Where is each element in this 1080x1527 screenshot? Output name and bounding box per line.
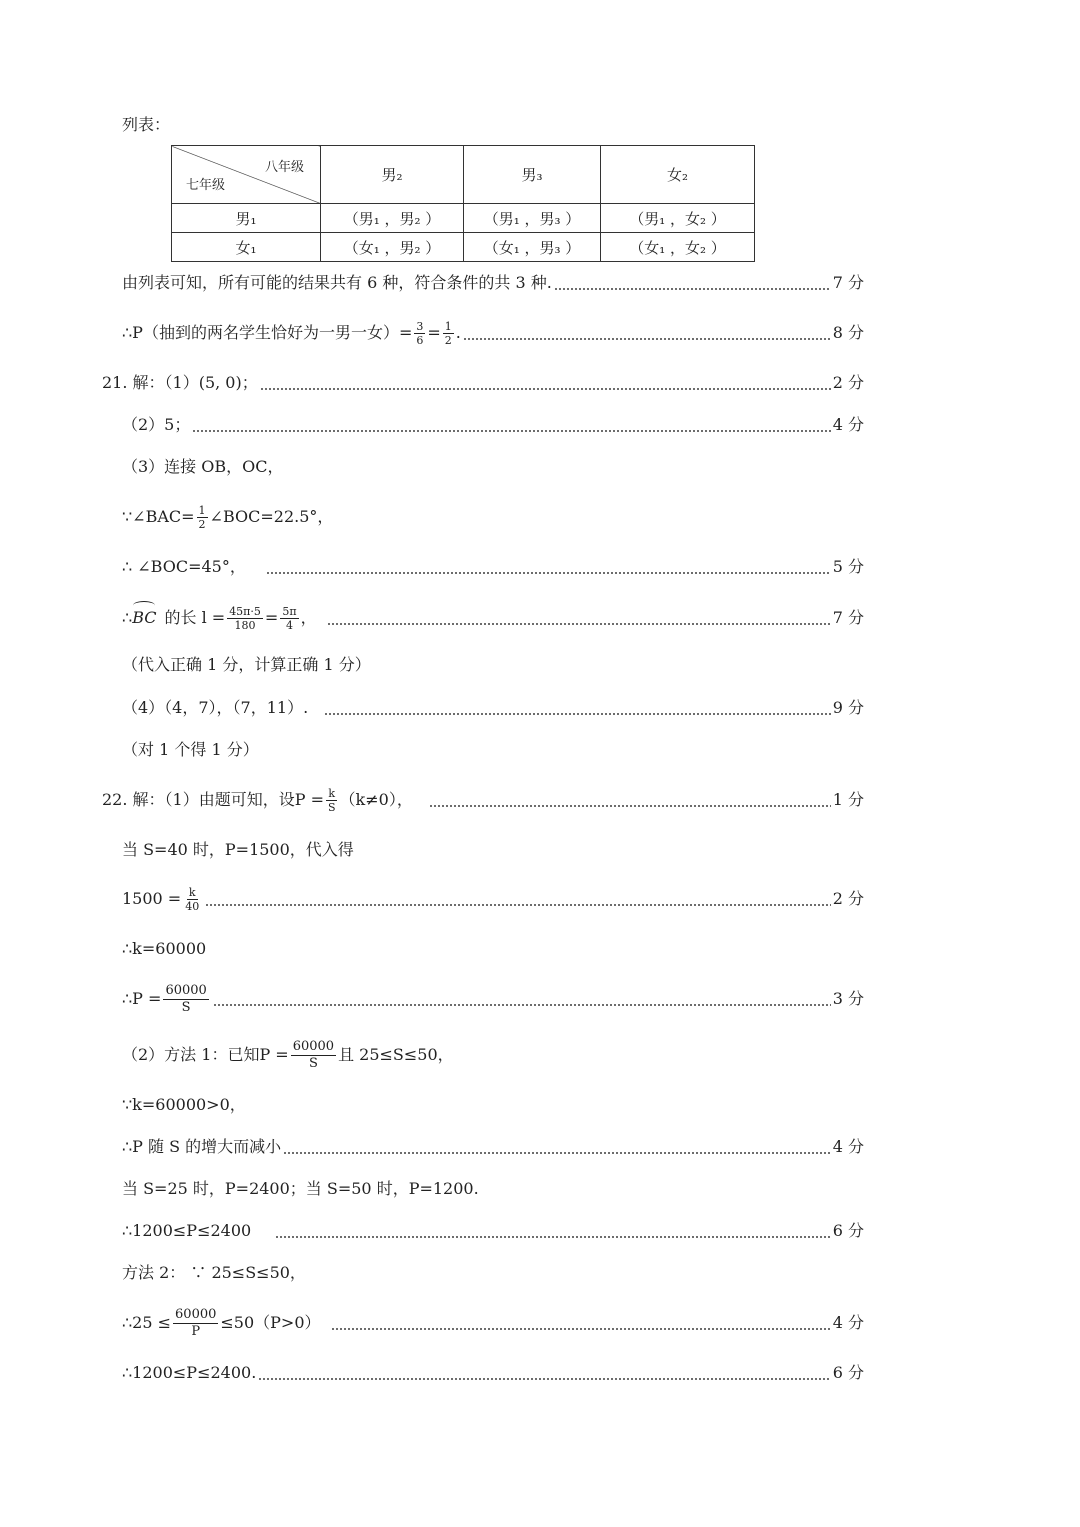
- score: 4 分: [832, 1313, 864, 1332]
- score: 4 分: [832, 415, 864, 434]
- fraction: $\frac{3}{6}$: [416, 319, 424, 347]
- answer-line: ∴ ∠BOC=45°， 5 分: [122, 552, 864, 582]
- answer-line: （代入正确 1 分，计算正确 1 分）: [122, 655, 371, 674]
- answer-line: ∵∠BAC= $\frac{1}{2}$ ∠BOC=22.5°，: [122, 503, 334, 531]
- leader-dots: [429, 785, 831, 815]
- row-header: 男₁: [172, 204, 321, 233]
- leader-dots: [266, 552, 831, 582]
- answer-line: 21. 解：（1）(5, 0)； 2 分: [102, 368, 864, 398]
- table-cell: （男₁ ，女₂ ）: [601, 204, 755, 233]
- answer-line: ∴1200≤P≤2400. 6 分: [122, 1358, 864, 1388]
- table-cell: （女₁ ，男₃ ）: [464, 233, 601, 262]
- table-label: 列表：: [122, 115, 171, 134]
- score: 2 分: [832, 889, 864, 908]
- fraction: $\frac{45\pi\cdot 5}{180}$: [229, 604, 261, 632]
- leader-dots: [327, 603, 831, 633]
- leader-dots: [324, 693, 831, 723]
- fraction: $\frac{k}{S}$: [327, 786, 336, 814]
- fraction: $\frac{1}{2}$: [198, 503, 206, 531]
- score: 8 分: [832, 323, 864, 342]
- leader-dots: [192, 410, 830, 440]
- score: 3 分: [832, 989, 864, 1008]
- table-cell: （男₁ ，男₂ ）: [321, 204, 464, 233]
- column-header: 女₂: [601, 146, 755, 204]
- score: 1 分: [832, 790, 864, 809]
- leader-dots: [554, 268, 831, 298]
- leader-dots: [213, 984, 831, 1014]
- fraction: $\frac{60000}{S}$: [165, 982, 207, 1015]
- answer-line: ∴P 随 S 的增大而减小 4 分: [122, 1132, 864, 1162]
- leader-dots: [205, 884, 831, 914]
- score: 6 分: [832, 1363, 864, 1382]
- answer-line: （4）（4，7），（7，11）. 9 分: [122, 693, 864, 723]
- answer-line: 22. 解：（1）由题可知，设P = $\frac{k}{S}$ （k≠0）， 1 分: [102, 786, 864, 814]
- score: 2 分: [832, 373, 864, 392]
- table-cell: （女₁ ，女₂ ）: [601, 233, 755, 262]
- arc-symbol: BC: [132, 603, 156, 633]
- answer-line: ∴k=60000: [122, 939, 207, 958]
- leader-dots: [258, 1358, 830, 1388]
- table-cell: （女₁ ，男₂ ）: [321, 233, 464, 262]
- answer-line: （2）5； 4 分: [122, 410, 864, 440]
- answer-line: 当 S=40 时，P=1500，代入得: [122, 840, 354, 859]
- answer-line: ∴1200≤P≤2400 6 分: [122, 1216, 864, 1246]
- column-header: 男₂: [321, 146, 464, 204]
- answer-line: （对 1 个得 1 分）: [122, 740, 259, 759]
- table-corner-cell: [172, 146, 321, 204]
- leader-dots: [463, 318, 831, 348]
- answer-line: ∴P（抽到的两名学生恰好为一男一女）= $\frac{3}{6}$ = $\frac{1}{2}$ . 8 分: [122, 319, 864, 347]
- answer-line: 1500 = $\frac{k}{40}$ 2 分: [122, 885, 864, 913]
- fraction: $\frac{k}{40}$: [185, 885, 200, 913]
- fraction: $\frac{60000}{P}$: [175, 1306, 217, 1339]
- score: 5 分: [832, 557, 864, 576]
- score: 4 分: [832, 1137, 864, 1156]
- answer-line: 当 S=25 时，P=2400；当 S=50 时，P=1200.: [122, 1179, 479, 1198]
- table-header-row: [172, 146, 755, 204]
- score: 6 分: [832, 1221, 864, 1240]
- fraction: $\frac{1}{2}$: [444, 319, 452, 347]
- score: 7 分: [832, 273, 864, 292]
- table-row: [172, 204, 755, 233]
- answer-line: （3）连接 OB，OC，: [122, 457, 284, 476]
- fraction: $\frac{60000}{S}$: [292, 1038, 335, 1071]
- leader-dots: [331, 1308, 831, 1338]
- fraction: $\frac{5\pi}{4}$: [282, 604, 297, 632]
- leader-dots: [275, 1216, 831, 1246]
- leader-dots: [260, 368, 831, 398]
- answer-line: ∴ BC 的长 l = $\frac{45\pi\cdot 5}{180}$ = $\frac{5\pi}{4}$ ， 7 分: [122, 604, 864, 632]
- answer-line: ∴25 ≤ $\frac{60000}{P}$ ≤50（P>0） 4 分: [122, 1306, 864, 1339]
- corner-top-label: 八年级: [264, 160, 304, 175]
- answer-line: （2）方法 1：已知P = $\frac{60000}{S}$ 且 25≤S≤50，: [122, 1038, 454, 1071]
- answer-line: ∴P = $\frac{60000}{S}$ 3 分: [122, 982, 864, 1015]
- leader-dots: [283, 1132, 831, 1162]
- answer-line: 由列表可知，所有可能的结果共有 6 种，符合条件的共 3 种. 7 分: [122, 268, 864, 298]
- column-header: 男₃: [464, 146, 601, 204]
- row-header: 女₁: [172, 233, 321, 262]
- table-row: [172, 233, 755, 262]
- answer-line: 方法 2： ∵ 25≤S≤50，: [122, 1263, 306, 1282]
- answer-line: ∵k=60000>0，: [122, 1095, 246, 1114]
- score: 9 分: [832, 698, 864, 717]
- score: 7 分: [832, 608, 864, 627]
- corner-bottom-label: 七年级: [186, 178, 226, 193]
- outcome-table: [171, 145, 755, 262]
- table-cell: （男₁ ，男₃ ）: [464, 204, 601, 233]
